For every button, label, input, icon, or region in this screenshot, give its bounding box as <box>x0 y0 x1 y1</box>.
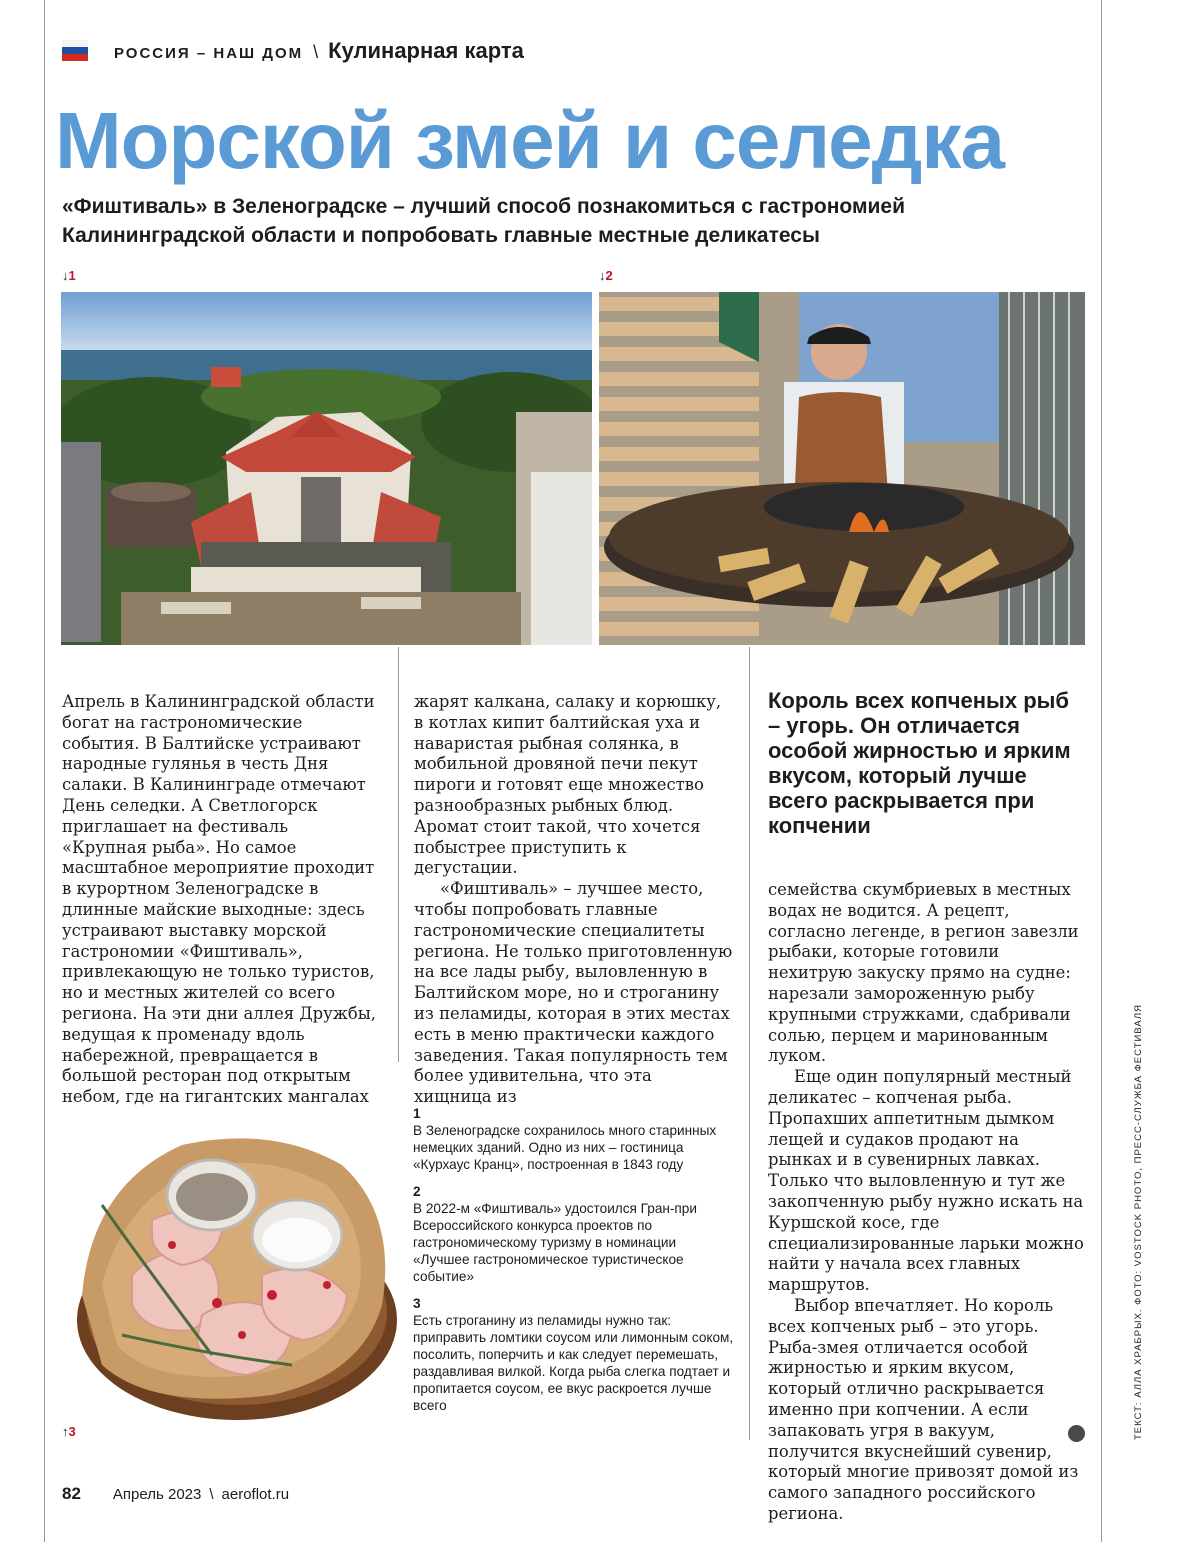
caption-number: 2 <box>413 1184 421 1199</box>
photo-3-label <box>62 1424 76 1439</box>
caption-3 <box>413 1295 735 1414</box>
photo-number: 3 <box>68 1424 76 1439</box>
body-paragraph: Выбор впечатляет. Но король всех копченых рыб – это угорь. Рыба-змея отличается особой жирностью и ярким вкусом, который отлично раскрывается именно при копчении. А если запаковать угря в вакуум, получится вкуснейший сувенир, который многие привозят домой из самого западного российского региона. <box>768 1295 1079 1523</box>
pull-quote: Король всех копченых рыб – угорь. Он отличается особой жирностью и ярким вкусом, который лучше всего раскрывается при копчении <box>768 688 1071 838</box>
caption-text: В 2022-м «Фиштиваль» удостоился Гран-при Всероссийского конкурса проектов по гастрономическому туризму в номинации «Лучшее гастрономическое туристическое событие» <box>413 1201 697 1284</box>
caption-1 <box>413 1105 735 1173</box>
rubric-name: Кулинарная карта <box>328 38 524 63</box>
column-rule-1 <box>398 647 399 1062</box>
section-header <box>114 38 524 66</box>
photo-credit: ТЕКСТ: АЛЛА ХРАБРЫХ. ФОТО: VOSTOCK PHOTO, ПРЕСС-СЛУЖБА ФЕСТИВАЛЯ <box>1133 1004 1144 1440</box>
header-separator: \ <box>313 42 319 62</box>
page-footer <box>62 1484 289 1504</box>
body-paragraph: Еще один популярный местный деликатес – копченая рыба. Пропахших аппетитным дымком лещей и судаков продают на рынках и в сувенирных лавках. Только что выловленную и тут же закопченную рыбу нужно искать на Куршской косе, где специализированные ларьки можно найти у начала всех главных маршрутов. <box>768 1067 1084 1295</box>
website-link[interactable]: aeroflot.ru <box>221 1486 290 1503</box>
photo-2-label <box>599 268 613 283</box>
body-paragraph: «Фиштиваль» – лучшее место, чтобы попробовать главные гастрономические специалитеты региона. Не только приготовленную на все лады рыбу, выловленную в Балтийском море, но и строганину из пеламиды, которая в этих местах есть в меню практически каждого заведения. Такая популярность тем более удивительна, что эта хищница из <box>414 879 733 1107</box>
left-page-rule <box>44 0 45 1542</box>
arrow-up-icon: ↑ <box>62 1424 69 1439</box>
article-title: Морской змей и селедка <box>55 96 1004 185</box>
kurhaus-illustration <box>61 292 592 645</box>
photo-1-label <box>62 268 76 283</box>
caption-text: В Зеленоградске сохранилось много старинных немецких зданий. Одно из них – гостиница «Курхаус Кранц», построенная в 1843 году <box>413 1123 717 1172</box>
photo-stroganina <box>62 1125 400 1425</box>
article-lead: «Фиштиваль» в Зеленоградске – лучший способ познакомиться с гастрономией Калининградской области и попробовать главные местные деликатесы <box>62 195 906 247</box>
right-page-rule <box>1101 0 1102 1542</box>
caption-2 <box>413 1183 735 1285</box>
chef-grill-illustration <box>599 292 1085 645</box>
body-paragraph: жарят калкана, салаку и корюшку, в котлах кипит балтийская уха и наваристая рыбная солянка, в мобильной дровяной печи пекут пироги и готовят еще множество разнообразных рыбных блюд. Аромат стоит такой, что хочется побыстрее приступить к дегустации. <box>414 692 722 878</box>
column-rule-2 <box>749 647 750 1440</box>
caption-number: 3 <box>413 1296 421 1311</box>
issue-date: Апрель 2023 <box>112 1486 202 1503</box>
body-column-3 <box>768 880 1086 1525</box>
aeroflot-endmark-icon <box>1068 1425 1085 1442</box>
body-paragraph: семейства скумбриевых в местных водах не водится. А рецепт, согласно легенде, в регион завезли рыбаки, которые готовили нехитрую закуску прямо на судне: нарезали замороженную рыбу крупными стружками, сдабривали солью, перцем и маринованным луком. <box>768 880 1079 1066</box>
body-column-2 <box>414 692 734 1108</box>
photo-chef-grill <box>599 292 1085 645</box>
photo-number: 2 <box>605 268 613 283</box>
photo-captions <box>413 1105 735 1424</box>
caption-number: 1 <box>413 1106 421 1121</box>
arrow-down-icon: ↓ <box>62 268 69 283</box>
stroganina-illustration <box>62 1125 400 1425</box>
caption-text: Есть строганину из пеламиды нужно так: приправить ломтики соусом или лимонным соком, посолить, поперчить и как следует перемешать, раздавливая вилкой. Когда рыба слегка подтает и пропитается соусом, ее вкус раскроется лучше всего <box>413 1313 734 1413</box>
arrow-down-icon: ↓ <box>599 268 606 283</box>
section-name: РОССИЯ – НАШ ДОМ <box>114 45 304 62</box>
body-paragraph: Апрель в Калининградской области богат на гастрономические события. В Балтийске устраивают народные гулянья в честь Дня салаки. В Калининграде отмечают День селедки. А Светлогорск приглашает на фестиваль «Крупная рыба». Но самое масштабное мероприятие проходит в курортном Зеленоградске в длинные майские выходные: здесь устраивают выставку морской гастрономии «Фиштиваль», привлекающую не только туристов, но и местных жителей со всего региона. На эти дни аллея Дружбы, ведущая к променаду вдоль набережной, превращается в большой ресторан под открытым небом, где на гигантских мангалах <box>62 692 377 1107</box>
body-column-1 <box>62 692 378 1108</box>
footer-separator: \ <box>209 1486 214 1503</box>
russian-flag-icon <box>62 40 88 61</box>
photo-number: 1 <box>68 268 76 283</box>
photo-kurhaus-aerial <box>61 292 592 645</box>
page-number: 82 <box>62 1484 81 1503</box>
